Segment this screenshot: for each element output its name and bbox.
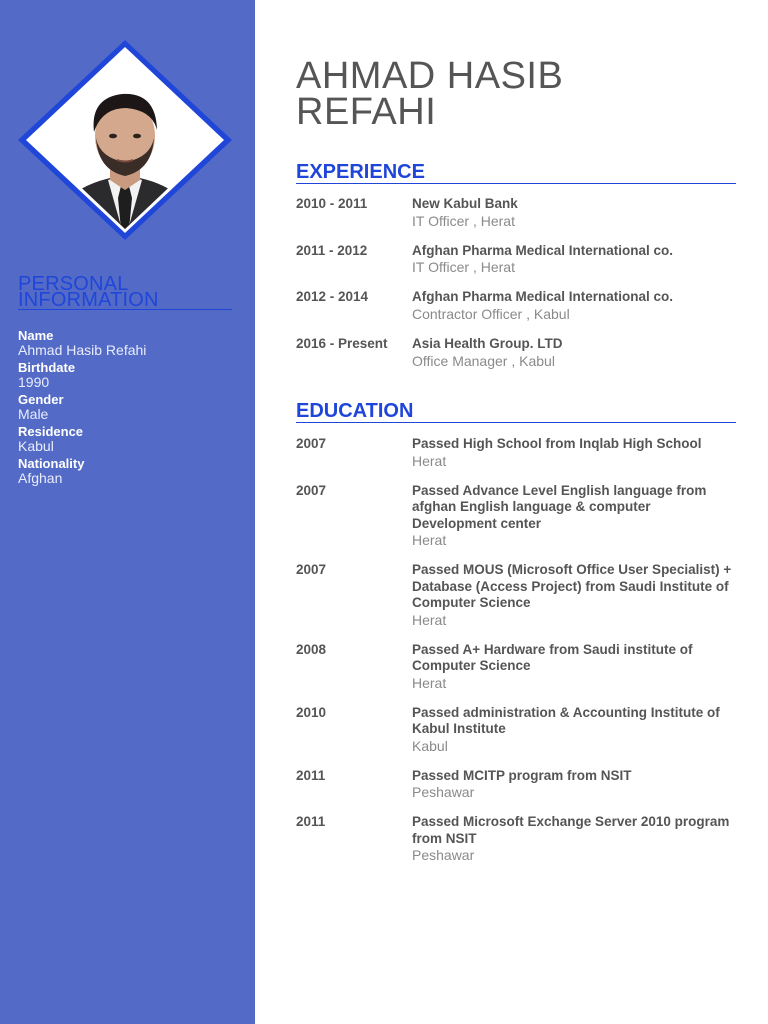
entry-date: 2010	[296, 704, 327, 720]
entry-body	[412, 705, 736, 768]
entry-date: 2008	[296, 641, 327, 657]
entry-title: Afghan Pharma Medical International co.	[412, 289, 674, 305]
portrait-photo-icon	[18, 40, 232, 240]
candidate-name	[296, 55, 736, 133]
personal-label: Residence	[18, 424, 84, 439]
personal-information-heading	[18, 273, 232, 311]
experience-list	[296, 196, 736, 383]
education-entry	[296, 562, 736, 642]
sidebar	[0, 0, 255, 1024]
personal-value: Afghan	[18, 470, 63, 486]
entry-title: Passed MOUS (Microsoft Office User Specialist) + Database (Access Project) from Saudi Institute of Computer Science	[412, 562, 732, 610]
entry-body	[412, 642, 736, 705]
entry-title: Passed Microsoft Exchange Server 2010 program from NSIT	[412, 814, 730, 846]
experience-entry	[296, 196, 736, 243]
name-line-1: AHMAD HASIB	[296, 55, 564, 97]
entry-subtitle: Herat	[412, 674, 447, 691]
entry-title: Passed MCITP program from NSIT	[412, 767, 632, 783]
entry-body	[412, 768, 736, 815]
entry-title: Passed High School from Inqlab High School	[412, 436, 702, 451]
entry-subtitle: IT Officer , Herat	[412, 259, 515, 276]
entry-date: 2007	[296, 482, 327, 498]
entry-title: Passed administration & Accounting Institute of Kabul Institute	[412, 704, 720, 736]
entry-date: 2011	[296, 767, 326, 783]
personal-heading-line-1: PERSONAL	[18, 273, 129, 295]
experience-heading: EXPERIENCE	[296, 161, 736, 184]
name-line-2: REFAHI	[296, 91, 437, 133]
entry-subtitle: Herat	[412, 532, 447, 548]
entry-body	[412, 562, 736, 642]
entry-date: 2012 - 2014	[296, 289, 369, 305]
entry-date: 2011 - 2012	[296, 242, 368, 258]
personal-value: Ahmad Hasib Refahi	[18, 342, 147, 358]
experience-entry	[296, 336, 736, 383]
entry-subtitle: IT Officer , Herat	[412, 212, 515, 229]
entry-date: 2007	[296, 562, 327, 577]
education-entry	[296, 642, 736, 705]
personal-value: Male	[18, 406, 49, 422]
entry-title: New Kabul Bank	[412, 196, 518, 211]
personal-heading-line-2: INFORMATION	[18, 289, 159, 311]
entry-subtitle: Kabul	[412, 737, 448, 754]
entry-body	[412, 814, 736, 877]
entry-subtitle: Peshawar	[412, 847, 475, 863]
education-entry	[296, 705, 736, 768]
personal-label: Gender	[18, 392, 64, 407]
entry-title: Passed A+ Hardware from Saudi institute of Computer Science	[412, 641, 693, 673]
entry-subtitle: Herat	[412, 452, 447, 469]
education-entry	[296, 768, 736, 815]
entry-title: Asia Health Group. LTD	[412, 336, 563, 352]
profile-photo	[18, 40, 232, 240]
entry-body	[412, 196, 736, 243]
entry-subtitle: Peshawar	[412, 784, 475, 800]
personal-item-residence	[18, 425, 238, 453]
personal-item-gender	[18, 393, 238, 421]
entry-title: Afghan Pharma Medical International co.	[412, 242, 674, 258]
entry-subtitle: Herat	[412, 611, 447, 628]
entry-body	[412, 243, 736, 290]
education-entry	[296, 814, 736, 877]
entry-subtitle: Office Manager , Kabul	[412, 352, 555, 369]
personal-information-list	[18, 329, 238, 489]
personal-value: Kabul	[18, 438, 54, 454]
education-list	[296, 436, 736, 877]
entry-body	[412, 289, 736, 336]
entry-body	[412, 436, 736, 483]
entry-date: 2007	[296, 436, 327, 451]
personal-label: Birthdate	[18, 360, 76, 375]
entry-date: 2011	[296, 814, 326, 829]
education-entry	[296, 436, 736, 483]
personal-value: 1990	[18, 374, 50, 390]
education-heading: EDUCATION	[296, 400, 736, 423]
entry-body	[412, 336, 736, 383]
experience-entry	[296, 289, 736, 336]
experience-entry	[296, 243, 736, 290]
entry-date: 2016 - Present	[296, 336, 388, 352]
entry-subtitle: Contractor Officer , Kabul	[412, 305, 570, 322]
entry-date: 2010 - 2011	[296, 196, 368, 211]
personal-item-birthdate	[18, 361, 238, 389]
personal-label: Nationality	[18, 456, 85, 471]
entry-title: Passed Advance Level English language from afghan English language & computer Development center	[412, 482, 707, 531]
education-entry	[296, 483, 736, 563]
personal-item-name	[18, 329, 238, 357]
personal-item-nationality	[18, 457, 238, 485]
entry-body	[412, 483, 736, 563]
personal-label: Name	[18, 328, 54, 343]
